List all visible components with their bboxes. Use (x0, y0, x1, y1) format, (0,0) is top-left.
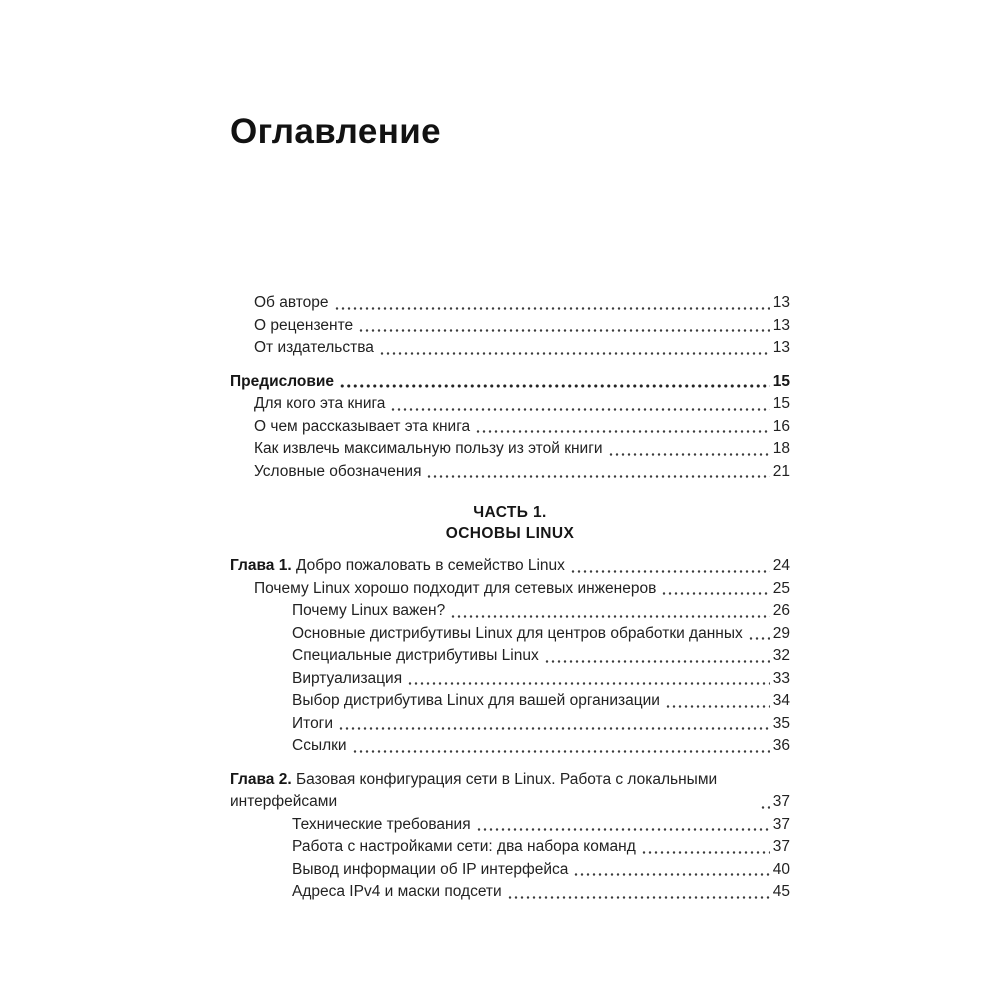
toc-entry-title (254, 292, 329, 315)
toc-entry (230, 645, 790, 668)
page-number: 15 (772, 395, 790, 412)
page-number: 37 (772, 793, 790, 810)
page-number: 35 (772, 714, 790, 732)
toc-entry (230, 555, 790, 578)
page-number: 13 (772, 316, 790, 334)
toc-entry-label: Технические требования (292, 815, 471, 833)
toc-entry-label: Предисловие (230, 372, 335, 390)
page-number: 34 (772, 692, 790, 709)
toc-entry-label: О рецензенте (254, 316, 354, 334)
toc-entry (230, 735, 790, 758)
toc-entry-label: Добро пожаловать в семейство Linux (295, 557, 565, 574)
dot-leader (379, 337, 770, 360)
chapter-prefix: Глава 2. (230, 770, 292, 788)
toc-entry (230, 461, 790, 484)
toc-entry-title (254, 438, 603, 461)
toc-entry (230, 292, 790, 315)
page-number: 13 (772, 339, 790, 356)
toc-entry-label: Выбор дистрибутива Linux для вашей организации (292, 692, 660, 709)
toc-entry-label: Ссылки (292, 737, 347, 754)
page-number: 33 (772, 669, 790, 687)
dot-leader (507, 881, 770, 904)
toc-entry (230, 315, 790, 338)
dot-leader (608, 438, 770, 461)
toc-entry-label: Работа с настройками сети: два набора команд (292, 838, 636, 855)
page-number: 18 (772, 440, 790, 457)
page-number: 16 (772, 417, 790, 435)
toc-entry-title (292, 600, 445, 623)
page-number: 13 (772, 294, 790, 311)
toc-entry-label: Вывод информации об IP интерфейса (292, 860, 569, 878)
toc-entry (230, 814, 790, 837)
toc-entry-label: Об авторе (254, 294, 329, 311)
toc-entry-title (254, 461, 421, 484)
toc-entry (230, 668, 790, 691)
dot-leader (760, 791, 770, 814)
page-number: 45 (772, 883, 790, 900)
toc-entry-title (230, 371, 334, 394)
toc-entry-title (292, 623, 743, 646)
toc-entry (230, 371, 790, 394)
toc-entry (230, 713, 790, 736)
toc-entry-label: Базовая конфигурация сети в Linux. Работа с локальными интерфейсами (230, 770, 718, 810)
dot-leader (573, 859, 769, 882)
toc-entry-title (292, 735, 347, 758)
toc-list (230, 292, 790, 904)
dot-leader (661, 578, 769, 601)
page-number: 32 (772, 647, 790, 664)
dot-leader (390, 393, 769, 416)
chapter-prefix: Глава 1. (230, 557, 292, 574)
toc-entry-label: Виртуализация (292, 669, 403, 687)
toc-entry (230, 690, 790, 713)
toc-entry-title (230, 769, 755, 814)
dot-leader (407, 668, 770, 691)
dot-leader (570, 555, 770, 578)
page-number: 25 (772, 579, 790, 597)
toc-entry-title (292, 814, 471, 837)
toc-entry-label: Основные дистрибутивы Linux для центров обработки данных (292, 624, 743, 642)
toc-entry (230, 578, 790, 601)
page-number: 21 (772, 462, 790, 480)
toc-entry-title (230, 555, 565, 578)
toc-entry-label: Условные обозначения (254, 462, 422, 480)
dot-leader (450, 600, 770, 623)
book-page (230, 110, 790, 904)
toc-entry-label: Итоги (292, 714, 333, 732)
toc-entry-label: Почему Linux хорошо подходит для сетевых инженеров (254, 579, 657, 597)
dot-leader (476, 814, 770, 837)
dot-leader (748, 623, 770, 646)
toc-entry-title (254, 416, 470, 439)
page-number: 26 (772, 602, 790, 619)
page-number: 37 (772, 838, 790, 855)
toc-entry (230, 438, 790, 461)
toc-entry (230, 769, 790, 814)
toc-entry (230, 337, 790, 360)
toc-entry-label: Как извлечь максимальную пользу из этой книги (254, 440, 603, 457)
toc-entry-title (254, 315, 353, 338)
dot-leader (544, 645, 770, 668)
part-heading-line: ЧАСТЬ 1. (473, 504, 547, 521)
page-number: 24 (772, 557, 790, 574)
page-number: 36 (772, 737, 790, 754)
page-number: 37 (772, 815, 790, 833)
toc-entry-title (254, 578, 656, 601)
toc-entry (230, 393, 790, 416)
dot-leader (475, 416, 770, 439)
dot-leader (339, 371, 770, 394)
toc-entry (230, 600, 790, 623)
toc-entry-label: Для кого эта книга (254, 395, 386, 412)
toc-entry-title (254, 393, 385, 416)
toc-entry-title (292, 836, 636, 859)
toc-entry-title (292, 690, 660, 713)
toc-entry-label: Почему Linux важен? (292, 602, 446, 619)
dot-leader (358, 315, 770, 338)
toc-entry-label: О чем рассказывает эта книга (254, 417, 471, 435)
page-number: 29 (772, 624, 790, 642)
dot-leader (338, 713, 770, 736)
toc-entry (230, 623, 790, 646)
page-number: 40 (772, 860, 790, 878)
toc-entry-title (292, 881, 502, 904)
toc-entry (230, 836, 790, 859)
dot-leader (665, 690, 770, 713)
toc-entry-title (292, 645, 539, 668)
toc-entry-title (254, 337, 374, 360)
page-number: 15 (772, 372, 790, 390)
part-heading (230, 502, 790, 544)
toc-entry-label: Специальные дистрибутивы Linux (292, 647, 539, 664)
part-heading-line: ОСНОВЫ LINUX (445, 525, 575, 542)
toc-entry (230, 881, 790, 904)
toc-entry-title (292, 713, 333, 736)
toc-entry-title (292, 859, 568, 882)
page-title: Оглавление (230, 112, 442, 151)
toc-entry (230, 859, 790, 882)
toc-entry-title (292, 668, 402, 691)
toc-entry-label: Адреса IPv4 и маски подсети (292, 883, 502, 900)
dot-leader (641, 836, 770, 859)
dot-leader (352, 735, 770, 758)
toc-entry-label: От издательства (254, 339, 374, 356)
toc-entry (230, 416, 790, 439)
dot-leader (334, 292, 770, 315)
dot-leader (426, 461, 769, 484)
